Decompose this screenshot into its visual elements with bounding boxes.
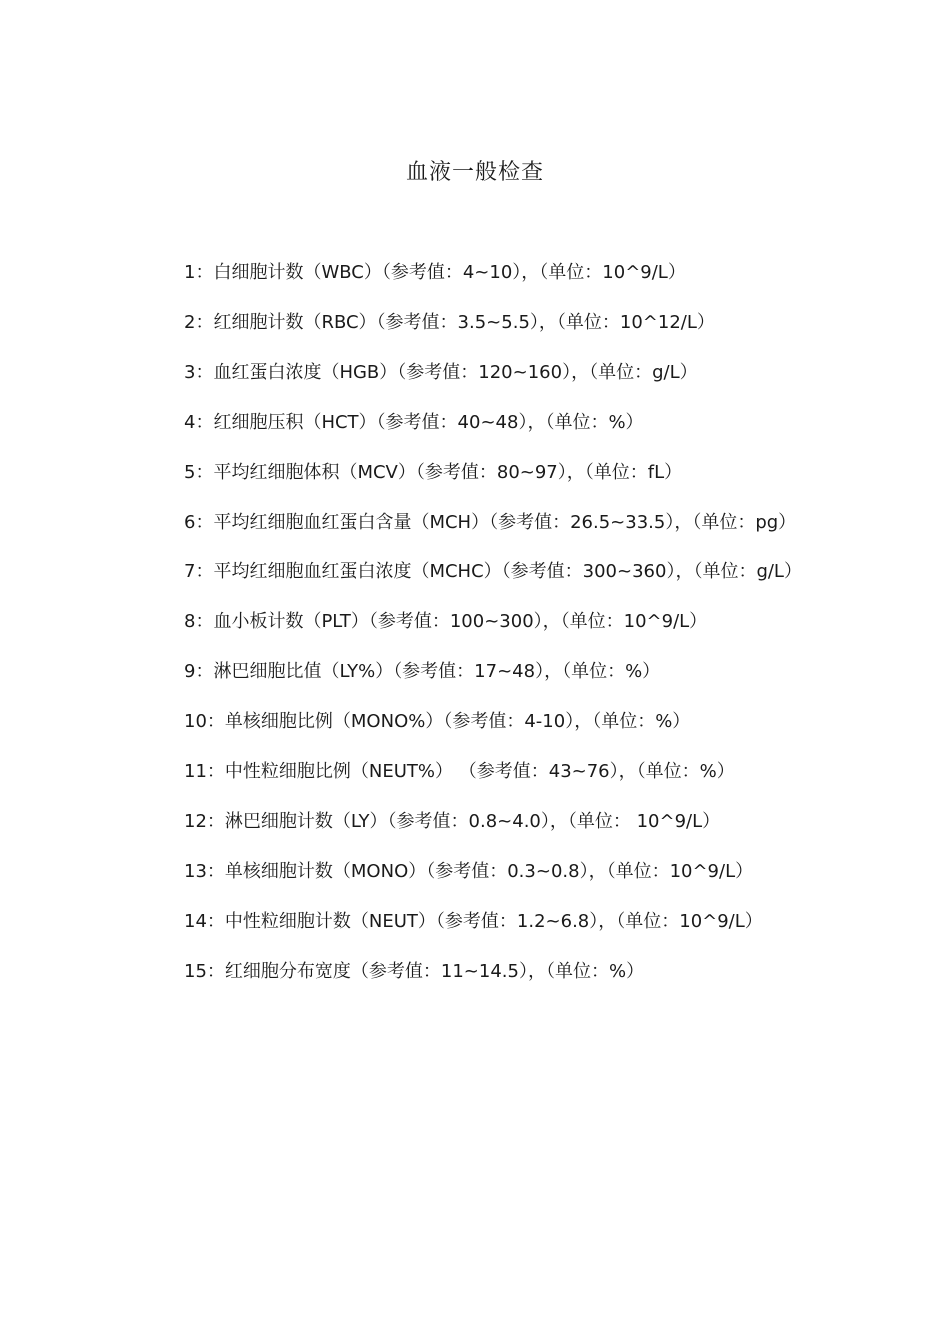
list-item: 7：平均红细胞血红蛋白浓度（MCHC）（参考值：300~360），（单位：g/L） [184, 561, 802, 583]
list-item: 3：血红蛋白浓度（HGB）（参考值：120~160），（单位：g/L） [184, 361, 698, 383]
list-item: 11：中性粒细胞比例（NEUT%） （参考值：43~76），（单位：%） [184, 761, 735, 783]
list-item: 2：红细胞计数（RBC）（参考值：3.5~5.5），（单位：10^12/L） [184, 311, 715, 333]
list-item: 1：白细胞计数（WBC）（参考值：4~10），（单位：10^9/L） [184, 262, 686, 283]
list-item: 13：单核细胞计数（MONO）（参考值：0.3~0.8），（单位：10^9/L） [184, 860, 754, 882]
list-item: 8：血小板计数（PLT）（参考值：100~300），（单位：10^9/L） [184, 611, 708, 633]
document-body [144, 248, 804, 997]
list-item: 6：平均红细胞血红蛋白含量（MCH）（参考值：26.5~33.5），（单位：pg） [184, 511, 797, 533]
list-item: 9：淋巴细胞比值（LY%）（参考值：17~48），（单位：%） [184, 661, 661, 683]
list-item: 15：红细胞分布宽度（参考值：11~14.5），（单位：%） [184, 960, 645, 982]
list-item: 14：中性粒细胞计数（NEUT）（参考值：1.2~6.8），（单位：10^9/L） [184, 910, 763, 932]
list-item: 10：单核细胞比例（MONO%）（参考值：4-10），（单位：%） [184, 711, 691, 733]
document-title: 血液一般检查 [405, 160, 544, 185]
list-item: 12：淋巴细胞计数（LY）（参考值：0.8~4.0），（单位： 10^9/L） [184, 810, 721, 832]
list-item: 4：红细胞压积（HCT）（参考值：40~48），（单位：%） [184, 411, 644, 433]
list-item: 5：平均红细胞体积（MCV）（参考值：80~97），（单位：fL） [184, 461, 683, 483]
